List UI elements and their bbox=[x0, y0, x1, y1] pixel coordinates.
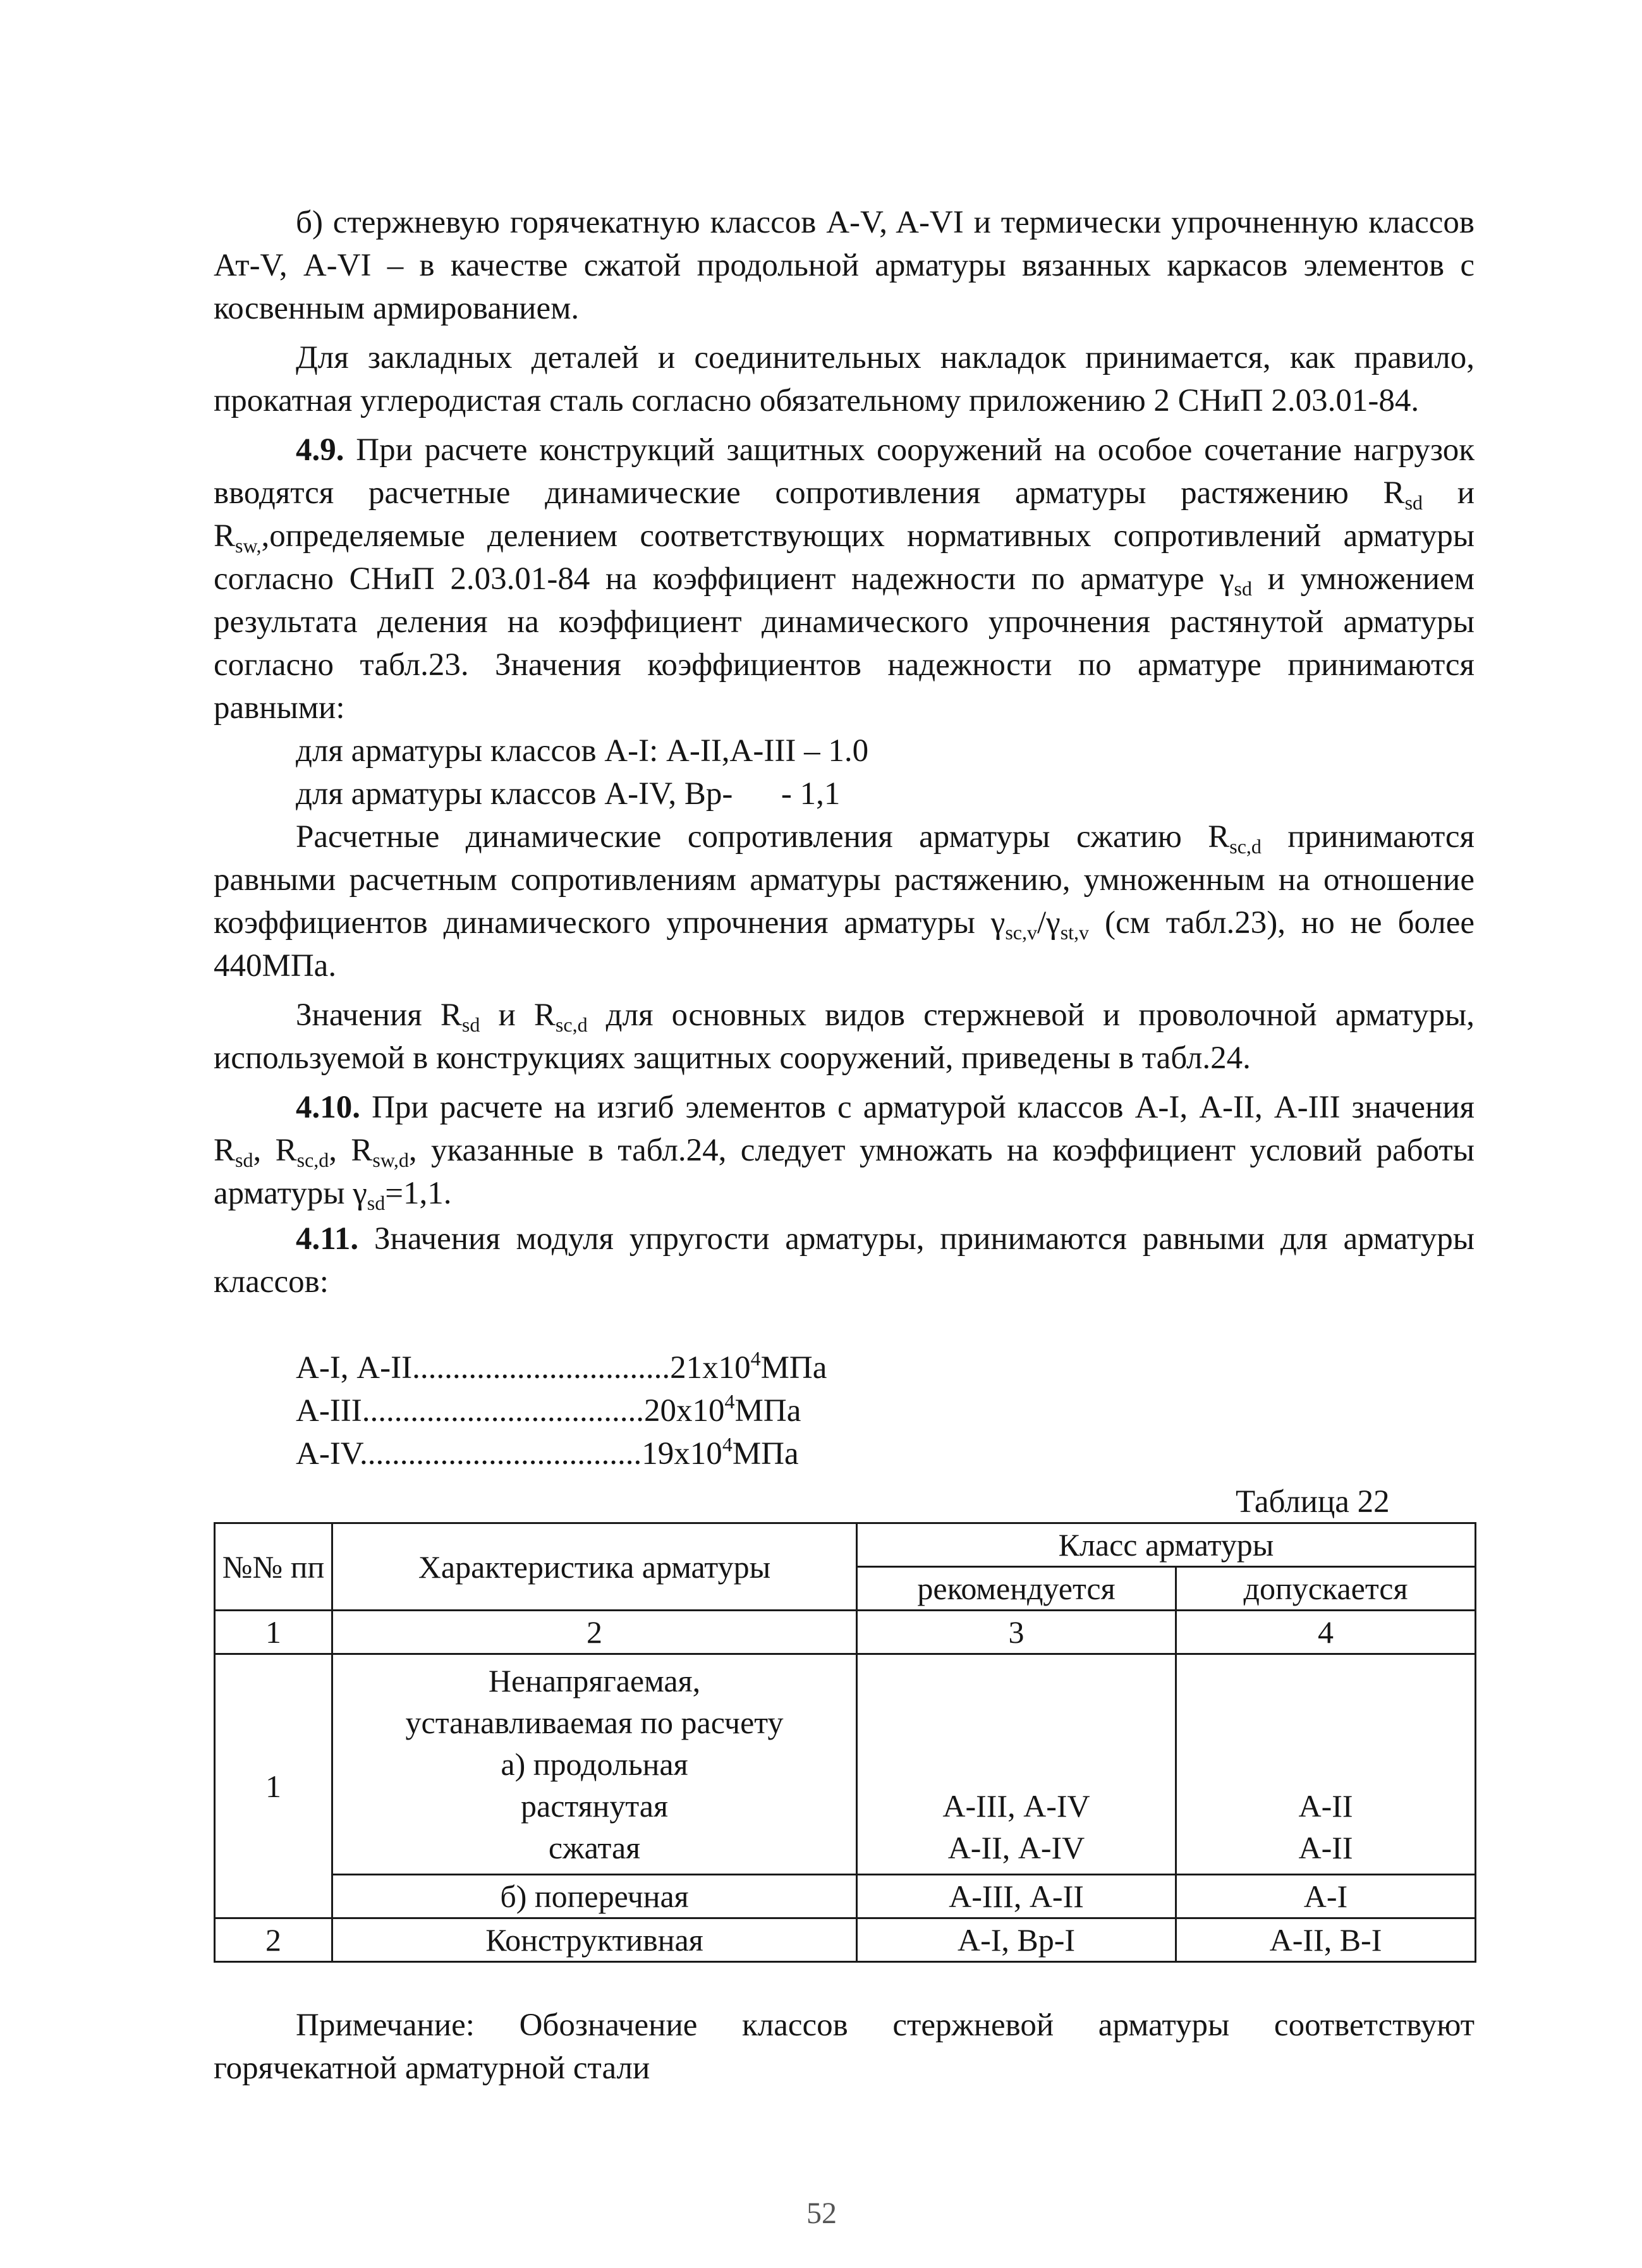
modulus-item: А-I, $А-II................................21х10^4МПа$ bbox=[296, 1347, 827, 1386]
row-allowed: А-II А-II bbox=[1176, 1654, 1476, 1875]
section-number: 4.11. bbox=[296, 1221, 359, 1257]
table-22 bbox=[214, 1522, 1476, 1963]
header-num: №№ пп bbox=[215, 1523, 332, 1611]
row-recommended: А-III, А-IV А-II, А-IV bbox=[857, 1654, 1176, 1875]
header-characteristic: Характеристика арматуры bbox=[332, 1523, 857, 1611]
table-note: Примечание: Обозначение классов стержневой арматуры соответствуют горячекатной арматурной стали bbox=[214, 2008, 1475, 2086]
modulus-item: $А-III...................................20х10^4МПа$ bbox=[296, 1390, 801, 1429]
row-characteristic: Ненапрягаемая, устанавливаемая по расчету а) продольная растянутая сжатая bbox=[332, 1654, 857, 1875]
body-text bbox=[214, 201, 1475, 1303]
reliability-line-2: для арматуры классов А-IV, Вр- - 1,1 bbox=[296, 776, 841, 812]
paragraph-4-11: 4.11. Значения модуля упругости арматуры, принимаются равными для арматуры классов: bbox=[214, 1221, 1475, 1300]
header-recommended: рекомендуется bbox=[857, 1567, 1176, 1611]
paragraph-values-table24: Значения $R_{sd}$ и $R_{sc,d}$ для основных видов стержневой и проволочной арматуры, используемой в конструкциях защитных сооружений, приведены в табл.24. bbox=[214, 997, 1475, 1076]
paragraph-compression-resistance: Расчетные динамические сопротивления арматуры сжатию $R_{sc,d}$ принимаются равными расчетным сопротивлениям арматуры растяжению, умноженным на отношение коэффициентов динамического упрочнения арматуры $\gamma_{sc,v}/\gamma_{st,v}$ (см табл.23), но не более 440МПа. bbox=[214, 819, 1475, 984]
header-allowed: допускается bbox=[1176, 1567, 1476, 1611]
paragraph-embedded-parts: Для закладных деталей и соединительных накладок принимается, как правило, прокатная углеродистая сталь согласно обязательному приложению 2 СНиП 2.03.01-84. bbox=[214, 340, 1475, 418]
row-num: 1 bbox=[215, 1654, 332, 1918]
table-column-numbers: 1 2 3 4 bbox=[215, 1611, 1476, 1654]
modulus-item: $А-IV...................................19х10^4МПа$ bbox=[296, 1433, 799, 1472]
table-caption: Таблица 22 bbox=[1236, 1484, 1390, 1520]
table-row: 2 Конструктивная А-I, Вр-I А-II, В-I bbox=[215, 1918, 1476, 1962]
reliability-line-1: для арматуры классов А-I: А-II,А-III – 1.0 bbox=[296, 733, 869, 769]
paragraph-4-10: 4.10. При расчете на изгиб элементов с арматурой классов А-I, А-II, А-III значения $R_{sd}$, $R_{sc,d}$, $R_{sw,d}$, указанные в табл.24, следует умножать на коэффициент условий работы арматуры $\gamma_{sd}=1,1$. bbox=[214, 1090, 1475, 1214]
paragraph-rod-classes: б) стержневую горячекатную классов A-V, A-VI и термически упрочненную классов Ат-V, А-VI – в качестве сжатой продольной арматуры вязанных каркасов элементов с косвенным армированием. bbox=[214, 205, 1475, 326]
page-number: 52 bbox=[806, 2197, 837, 2230]
table-header-row bbox=[215, 1523, 1476, 1567]
section-number: 4.10. bbox=[296, 1090, 360, 1125]
header-class: Класс арматуры bbox=[857, 1523, 1476, 1567]
paragraph-4-9: 4.9. При расчете конструкций защитных сооружений на особое сочетание нагрузок вводятся расчетные динамические сопротивления арматуры растяжению $R_{sd}$ и $R_{sw,},определяемые$ делением соответствующих нормативных сопротивлений арматуры согласно СНиП 2.03.01-84 на коэффициент надежности по арматуре $\gamma_{sd}$ и умножением результата деления на коэффициент динамического упрочнения растянутой арматуры согласно табл.23. Значения коэффициентов надежности по арматуре принимаются равными: bbox=[214, 432, 1475, 726]
section-number: 4.9. bbox=[296, 432, 344, 468]
table-row bbox=[215, 1654, 1476, 1875]
elastic-modulus-list bbox=[296, 1346, 827, 1475]
table-row: б) поперечная А-III, А-II А-I bbox=[215, 1875, 1476, 1918]
